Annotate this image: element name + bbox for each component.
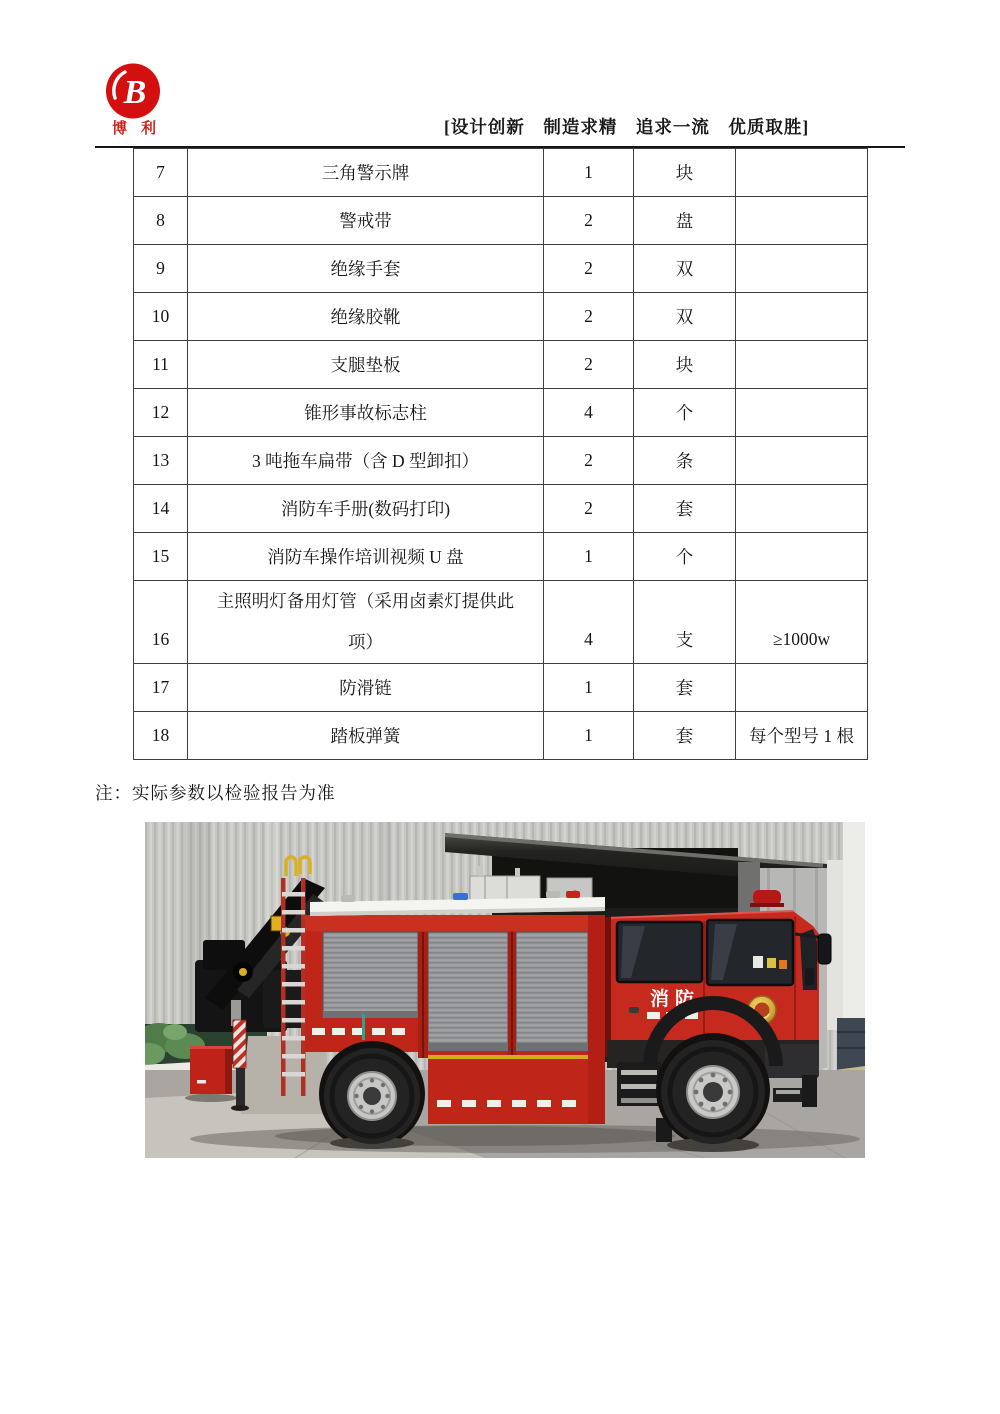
item-name: 锥形事故标志柱 — [188, 389, 544, 437]
row-no: 9 — [134, 245, 188, 293]
item-name: 绝缘胶靴 — [188, 293, 544, 341]
table-row — [134, 533, 868, 581]
cab-beacon — [750, 890, 784, 907]
item-remark — [736, 245, 868, 293]
item-unit: 个 — [634, 533, 736, 581]
red-beacon-lamp — [566, 891, 580, 898]
item-remark — [736, 389, 868, 437]
item-qty: 1 — [544, 712, 634, 760]
item-unit: 条 — [634, 437, 736, 485]
item-unit: 套 — [634, 712, 736, 760]
item-remark — [736, 533, 868, 581]
item-unit: 块 — [634, 149, 736, 197]
marker-lamp — [341, 895, 355, 902]
rear-box — [185, 1046, 237, 1102]
item-qty: 2 — [544, 341, 634, 389]
svg-text:B: B — [123, 74, 147, 111]
row-no: 10 — [134, 293, 188, 341]
item-unit: 双 — [634, 293, 736, 341]
item-name: 绝缘手套 — [188, 245, 544, 293]
item-name: 警戒带 — [188, 197, 544, 245]
table-row — [134, 581, 868, 664]
item-unit: 个 — [634, 389, 736, 437]
company-logo-icon — [101, 62, 165, 122]
item-name: 三角警示牌 — [188, 149, 544, 197]
front-mudflap — [802, 1075, 817, 1107]
item-qty: 1 — [544, 149, 634, 197]
item-qty: 2 — [544, 197, 634, 245]
row-no: 13 — [134, 437, 188, 485]
item-qty: 4 — [544, 581, 634, 664]
table-row — [134, 149, 868, 197]
item-unit: 套 — [634, 664, 736, 712]
item-remark — [736, 485, 868, 533]
item-name-text: 主照明灯备用灯管（采用卤素灯提供此项） — [216, 591, 515, 653]
item-qty: 1 — [544, 664, 634, 712]
door-handle — [629, 1007, 639, 1013]
item-name: 消防车手册(数码打印) — [188, 485, 544, 533]
row-no: 11 — [134, 341, 188, 389]
item-qty: 2 — [544, 485, 634, 533]
item-unit: 盘 — [634, 197, 736, 245]
item-unit: 块 — [634, 341, 736, 389]
table-row — [134, 712, 868, 760]
logo-company-name: 博利 — [111, 120, 170, 137]
roller-shutter-rear — [323, 932, 418, 1017]
green-tag — [362, 1014, 365, 1040]
roller-shutter-front — [516, 932, 588, 1050]
table-row — [134, 341, 868, 389]
item-qty: 1 — [544, 533, 634, 581]
table-row — [134, 197, 868, 245]
row-no: 15 — [134, 533, 188, 581]
row-no: 12 — [134, 389, 188, 437]
item-remark: ≥1000w — [736, 581, 868, 664]
item-name: 支腿垫板 — [188, 341, 544, 389]
table-footnote: 注：实际参数以检验报告为准 — [95, 783, 336, 803]
item-remark: 每个型号 1 根 — [736, 712, 868, 760]
item-qty: 2 — [544, 437, 634, 485]
row-no: 18 — [134, 712, 188, 760]
yellow-stripe — [428, 1055, 588, 1059]
item-name: 3 吨拖车扁带（含 D 型卸扣） — [188, 437, 544, 485]
item-remark — [736, 293, 868, 341]
item-unit: 支 — [634, 581, 736, 664]
item-unit: 套 — [634, 485, 736, 533]
table-row — [134, 664, 868, 712]
item-name: 防滑链 — [188, 664, 544, 712]
truck-label: 消防 — [649, 989, 701, 1010]
item-unit: 双 — [634, 245, 736, 293]
row-no: 17 — [134, 664, 188, 712]
row-no: 14 — [134, 485, 188, 533]
item-qty: 4 — [544, 389, 634, 437]
item-qty: 2 — [544, 245, 634, 293]
table-row — [134, 245, 868, 293]
table-row — [134, 293, 868, 341]
item-remark — [736, 197, 868, 245]
fire-truck-photo — [145, 822, 865, 1158]
item-name — [188, 581, 544, 664]
item-name: 消防车操作培训视频 U 盘 — [188, 533, 544, 581]
item-remark — [736, 149, 868, 197]
roller-shutter-mid — [428, 932, 508, 1050]
item-remark — [736, 437, 868, 485]
blue-beacon-lamp — [453, 893, 468, 900]
marker-lamp — [546, 891, 560, 898]
item-name: 踏板弹簧 — [188, 712, 544, 760]
equipment-table — [133, 148, 868, 760]
table-row — [134, 389, 868, 437]
item-qty: 2 — [544, 293, 634, 341]
table-row — [134, 485, 868, 533]
row-no: 8 — [134, 197, 188, 245]
row-no: 7 — [134, 149, 188, 197]
item-remark — [736, 664, 868, 712]
row-no: 16 — [134, 581, 188, 664]
table-row — [134, 437, 868, 485]
item-remark — [736, 341, 868, 389]
header-slogan: [设计创新 制造求精 追求一流 优质取胜] — [444, 117, 810, 137]
